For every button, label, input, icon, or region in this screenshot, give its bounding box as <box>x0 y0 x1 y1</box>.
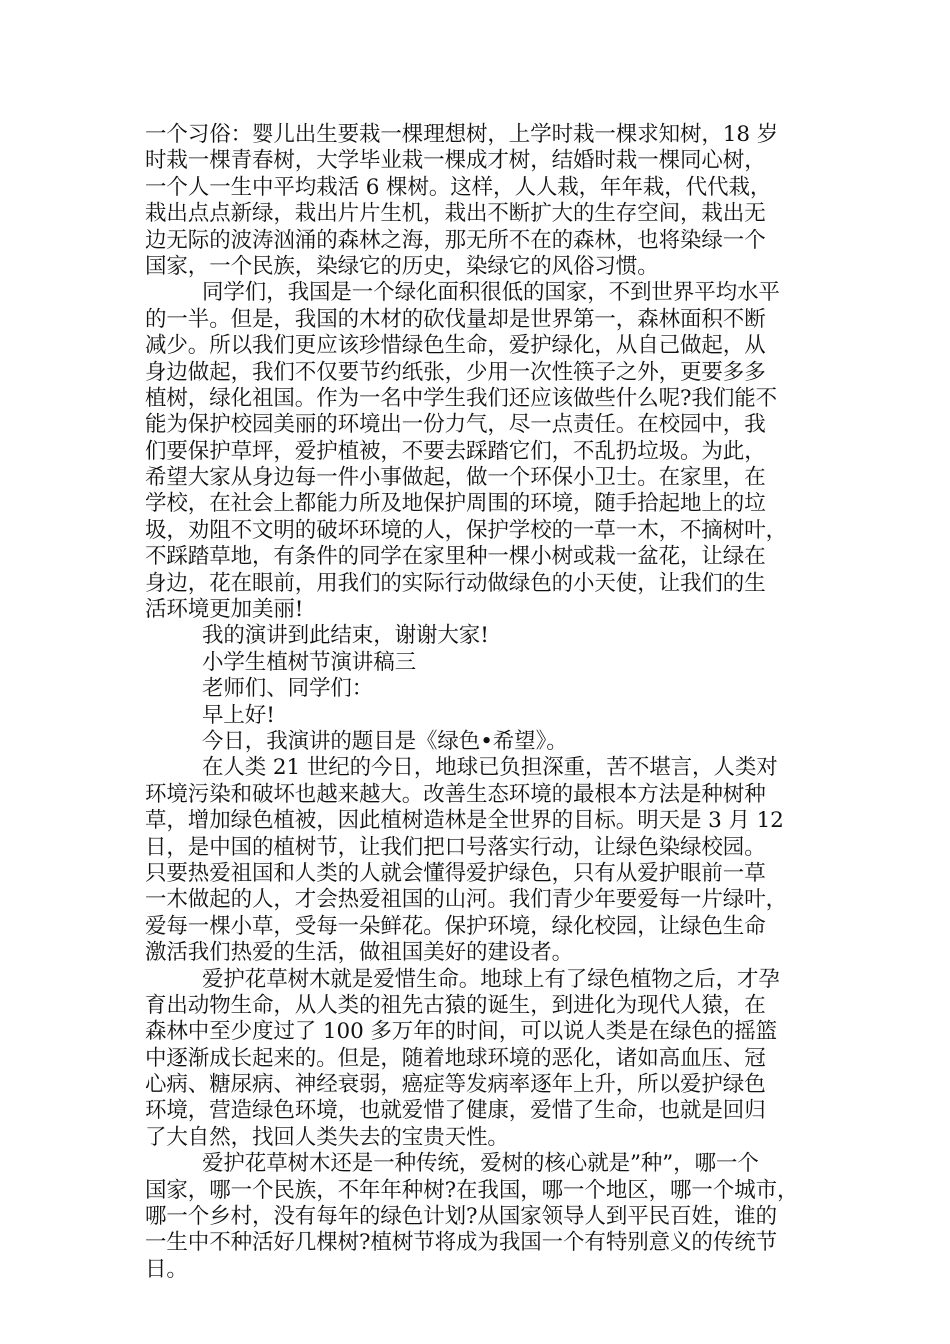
paragraph-first-line: 我的演讲到此结束，谢谢大家! <box>202 623 489 649</box>
paragraph-first-line: 在人类 21 世纪的今日，地球已负担深重，苦不堪言，人类对 <box>202 755 778 781</box>
text-line: 国家，一个民族，染绿它的历史，染绿它的风俗习惯。 <box>145 253 659 279</box>
text-line: 草，增加绿色植被，因此植树造林是全世界的目标。明天是 3 月 12 <box>145 808 784 834</box>
text-line: 日。 <box>145 1256 188 1282</box>
text-line: 身边，花在眼前，用我们的实际行动做绿色的小天使，让我们的生 <box>145 570 766 596</box>
text-line: 日，是中国的植树节，让我们把口号落实行动，让绿色染绿校园。 <box>145 834 766 860</box>
paragraph-first-line: 爱护花草树木还是一种传统，爱树的核心就是”种”，哪一个 <box>202 1151 759 1177</box>
text-line: 森林中至少度过了 100 多万年的时间，可以说人类是在绿色的摇篮 <box>145 1019 778 1045</box>
text-line: 心病、糖尿病、神经衰弱，癌症等发病率逐年上升，所以爱护绿色 <box>145 1072 766 1098</box>
text-line: 的一半。但是，我国的木材的砍伐量却是世界第一，森林面积不断 <box>145 306 766 332</box>
text-line: 国家，哪一个民族，不年年种树?在我国，哪一个地区，哪一个城市， <box>145 1177 799 1203</box>
text-line: 植树，绿化祖国。作为一名中学生我们还应该做些什么呢?我们能不 <box>145 385 778 411</box>
text-line: 圾，劝阻不文明的破坏环境的人，保护学校的一草一木，不摘树叶， <box>145 517 788 543</box>
text-line: 学校，在社会上都能力所及地保护周围的环境，随手拾起地上的垃 <box>145 491 766 517</box>
text-line: 中逐渐成长起来的。但是，随着地球环境的恶化，诸如高血压、冠 <box>145 1045 766 1071</box>
text-line: 时栽一棵青春树，大学毕业栽一棵成才树，结婚时栽一棵同心树， <box>145 148 766 174</box>
paragraph-first-line: 小学生植树节演讲稿三 <box>202 649 417 675</box>
text-line: 边无际的波涛汹涌的森林之海，那无所不在的森林，也将染绿一个 <box>145 227 766 253</box>
text-line: 爱每一棵小草，受每一朵鲜花。保护环境，绿化校园，让绿色生命 <box>145 913 766 939</box>
paragraph-first-line: 老师们、同学们： <box>202 676 374 702</box>
paragraph-first-line: 爱护花草树木就是爱惜生命。地球上有了绿色植物之后，才孕 <box>202 966 780 992</box>
text-line: 环境，营造绿色环境，也就爱惜了健康，爱惜了生命，也就是回归 <box>145 1098 766 1124</box>
text-line: 身边做起，我们不仅要节约纸张，少用一次性筷子之外，更要多多 <box>145 359 766 385</box>
document-page <box>145 122 815 1283</box>
text-line: 活环境更加美丽! <box>145 597 304 623</box>
text-line: 环境污染和破坏也越来越大。改善生态环境的最根本方法是种树种 <box>145 781 766 807</box>
paragraph-first-line: 今日，我演讲的题目是《绿色•希望》。 <box>202 728 568 754</box>
text-line: 栽出点点新绿，栽出片片生机，栽出不断扩大的生存空间，栽出无 <box>145 201 766 227</box>
text-line: 一个习俗：婴儿出生要栽一棵理想树，上学时栽一棵求知树，18 岁 <box>145 122 779 147</box>
text-line: 们要保护草坪，爱护植被，不要去踩踏它们，不乱扔垃圾。为此， <box>145 438 766 464</box>
text-line: 一木做起的人，才会热爱祖国的山河。我们青少年要爱每一片绿叶， <box>145 887 788 913</box>
text-line: 一个人一生中平均栽活 6 棵树。这样，人人栽，年年栽，代代栽， <box>145 174 772 200</box>
text-line: 只要热爱祖国和人类的人就会懂得爱护绿色，只有从爱护眼前一草 <box>145 860 766 886</box>
text-line: 减少。所以我们更应该珍惜绿色生命，爱护绿化，从自己做起，从 <box>145 333 766 359</box>
text-line: 能为保护校园美丽的环境出一份力气，尽一点责任。在校园中，我 <box>145 412 766 438</box>
text-line: 育出动物生命，从人类的祖先古猿的诞生，到进化为现代人猿，在 <box>145 992 766 1018</box>
text-line: 了大自然，找回人类失去的宝贵天性。 <box>145 1124 509 1150</box>
text-line: 激活我们热爱的生活，做祖国美好的建设者。 <box>145 940 574 966</box>
text-line: 不踩踏草地，有条件的同学在家里种一棵小树或栽一盆花，让绿在 <box>145 544 766 570</box>
paragraph-first-line: 早上好! <box>202 702 275 728</box>
text-line: 哪一个乡村，没有每年的绿色计划?从国家领导人到平民百姓，谁的 <box>145 1204 778 1230</box>
text-line: 希望大家从身边每一件小事做起，做一个环保小卫士。在家里，在 <box>145 465 766 491</box>
paragraph-first-line: 同学们，我国是一个绿化面积很低的国家，不到世界平均水平 <box>202 280 780 306</box>
text-line: 一生中不种活好几棵树?植树节将成为我国一个有特别意义的传统节 <box>145 1230 778 1256</box>
